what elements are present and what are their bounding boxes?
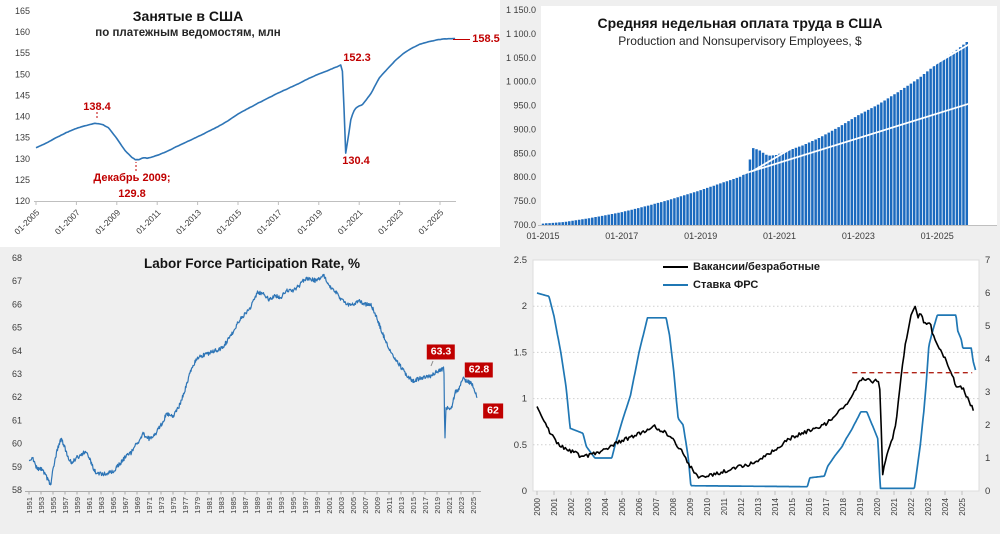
x-tick-label: 2025 — [469, 497, 478, 514]
payrolls-line — [36, 39, 455, 160]
y-tick-label: 160 — [14, 27, 30, 38]
x-tick-label: 2010 — [703, 498, 712, 516]
x-tick-label: 2013 — [754, 498, 763, 516]
y-tick-label: 800.0 — [513, 172, 536, 183]
x-tick-label: 2001 — [325, 497, 334, 514]
y-tick-label: 750.0 — [513, 196, 536, 207]
annotation-dec-2009-line2: 129.8 — [118, 188, 146, 200]
payrolls-chart-title: Занятые в США — [132, 8, 244, 24]
y-tick-label: 700.0 — [513, 220, 536, 230]
x-tick-label: 1997 — [301, 497, 310, 514]
x-tick-label: 1995 — [289, 497, 298, 514]
x-tick-label: 1969 — [133, 497, 142, 514]
legend-item-vacancies — [663, 259, 820, 274]
y-tick-label-right: 2 — [985, 420, 991, 431]
x-tick-label: 1985 — [229, 497, 238, 514]
x-tick-label: 2019 — [856, 498, 865, 516]
x-tick-label: 1967 — [121, 497, 130, 514]
x-tick-label: 1975 — [169, 497, 178, 514]
x-tick-label: 2019 — [433, 497, 442, 514]
x-tick-label: 2011 — [720, 498, 729, 516]
x-tick-label: 1991 — [265, 497, 274, 514]
x-tick-label: 1973 — [157, 497, 166, 514]
y-tick-label: 1 000.0 — [505, 76, 536, 87]
x-tick-label: 01-2013 — [173, 207, 204, 237]
x-tick-label: 01-2009 — [93, 207, 123, 237]
payrolls-plot — [0, 0, 500, 247]
x-tick-label: 2004 — [601, 498, 610, 516]
x-tick-label: 01-2007 — [52, 207, 82, 237]
y-tick-label-right: 6 — [985, 288, 991, 299]
annotation-box-peak-2023: 62.8 — [465, 362, 493, 377]
x-tick-label: 01-2025 — [920, 231, 954, 241]
y-tick-label: 60 — [11, 438, 22, 449]
x-tick-label: 2020 — [873, 498, 882, 516]
y-tick-label-right: 7 — [985, 255, 991, 266]
x-tick-label: 2007 — [652, 498, 661, 516]
x-tick-label: 01-2025 — [416, 207, 446, 237]
x-tick-label: 1951 — [25, 497, 34, 514]
x-tick-label: 1961 — [85, 497, 94, 514]
x-tick-label: 01-2019 — [295, 207, 325, 237]
x-tick-label: 1987 — [241, 497, 250, 514]
legend-item-fedrate — [663, 277, 820, 292]
x-tick-label: 2024 — [941, 498, 950, 516]
x-tick-label: 2025 — [958, 498, 967, 516]
x-tick-label: 2007 — [361, 497, 370, 514]
x-tick-label: 01-2005 — [12, 207, 42, 237]
x-tick-label: 2022 — [907, 498, 916, 516]
y-tick-label: 850.0 — [513, 148, 536, 159]
y-tick-label: 63 — [11, 369, 22, 379]
annotation-dec-2009-line1: Декабрь 2009; — [93, 172, 171, 184]
y-tick-label: 64 — [11, 345, 22, 356]
y-tick-label: 68 — [11, 253, 22, 263]
x-tick-label: 01-2017 — [254, 207, 284, 237]
x-tick-label: 2006 — [635, 498, 644, 516]
y-tick-label-left: 1.5 — [513, 347, 527, 359]
y-tick-label: 150 — [14, 69, 30, 80]
annotation-latest-value: 158.5 — [472, 33, 500, 45]
y-tick-label-left: 1 — [521, 393, 527, 405]
x-tick-label: 01-2021 — [762, 231, 797, 241]
plot-background — [533, 260, 979, 491]
annotation-trough-apr-2020: 130.4 — [342, 155, 370, 167]
y-tick-label: 125 — [14, 174, 30, 185]
x-tick-label: 2008 — [669, 498, 678, 516]
y-tick-label: 58 — [11, 485, 22, 495]
y-tick-label-left: 0.5 — [513, 439, 527, 451]
x-tick-label: 1983 — [217, 497, 226, 514]
y-tick-label: 67 — [11, 276, 22, 287]
x-tick-label: 2017 — [421, 497, 430, 514]
y-tick-label: 1 150.0 — [505, 5, 536, 15]
x-tick-label: 2002 — [567, 498, 576, 516]
x-tick-label: 01-2021 — [335, 207, 365, 237]
x-tick-label: 2009 — [373, 497, 382, 514]
x-tick-label: 1955 — [49, 497, 58, 514]
y-tick-label-right: 3 — [985, 387, 991, 398]
x-tick-label: 2021 — [445, 497, 454, 514]
x-tick-label: 2001 — [550, 498, 559, 516]
y-tick-label: 130 — [14, 153, 30, 164]
lfpr-chart-title: Labor Force Participation Rate, % — [143, 256, 361, 271]
weekly-earnings-chart-subtitle: Production and Nonsupervisory Employees, $ — [618, 34, 862, 48]
x-tick-label: 1953 — [37, 497, 46, 514]
x-tick-label: 2015 — [409, 497, 418, 514]
x-tick-label: 2000 — [533, 498, 542, 516]
annotation-peak-feb-2020: 152.3 — [343, 52, 371, 64]
x-tick-label: 1977 — [181, 497, 190, 514]
payrolls-chart-subtitle: по платежным ведомостям, млн — [95, 27, 281, 39]
vacancies-fedrate-chart-panel — [500, 247, 1000, 534]
annotation-peak-2008: 138.4 — [83, 101, 111, 113]
y-tick-label-left: 2.5 — [513, 255, 527, 266]
y-tick-label-right: 4 — [985, 354, 991, 365]
blue-line-swatch — [663, 284, 688, 286]
legend-label-fedrate: Ставка ФРС — [693, 278, 759, 291]
y-tick-label: 65 — [11, 322, 22, 333]
x-tick-label: 2003 — [337, 497, 346, 514]
lfpr-chart-panel — [0, 247, 500, 534]
y-tick-label: 140 — [14, 111, 30, 122]
y-tick-label: 950.0 — [513, 100, 536, 111]
x-tick-label: 2003 — [584, 498, 593, 516]
y-tick-label: 900.0 — [513, 124, 536, 135]
y-tick-label: 1 100.0 — [505, 28, 536, 39]
x-tick-label: 2005 — [618, 498, 627, 516]
x-tick-label: 01-2019 — [684, 231, 718, 241]
x-tick-label: 01-2023 — [841, 231, 875, 241]
weekly-earnings-chart-panel — [500, 0, 1000, 247]
x-tick-label: 2012 — [737, 498, 746, 516]
y-tick-label: 120 — [14, 196, 30, 206]
x-tick-label: 2013 — [397, 497, 406, 514]
payrolls-chart-panel — [0, 0, 500, 247]
x-tick-label: 2014 — [771, 498, 780, 516]
x-tick-label: 2011 — [385, 497, 394, 514]
x-tick-label: 01-2017 — [605, 231, 639, 241]
x-tick-label: 2023 — [924, 498, 933, 516]
black-line-swatch — [663, 266, 688, 268]
y-tick-label-right: 0 — [985, 486, 991, 497]
y-tick-label: 165 — [14, 6, 30, 16]
y-tick-label-left: 0 — [521, 486, 527, 497]
leader-feb-2020 — [431, 361, 433, 366]
x-tick-label: 01-2015 — [526, 231, 560, 241]
x-tick-label: 2009 — [686, 498, 695, 516]
legend-label-vacancies: Вакансии/безработные — [693, 260, 821, 273]
x-tick-label: 01-2023 — [375, 207, 406, 237]
lfpr-line — [29, 274, 477, 484]
annotation-box-feb-2020: 63.3 — [427, 344, 455, 359]
x-tick-label: 1981 — [205, 497, 214, 514]
y-tick-label: 62 — [11, 392, 22, 403]
y-tick-label: 1 050.0 — [505, 52, 536, 63]
x-tick-label: 2017 — [822, 498, 831, 516]
x-tick-label: 1971 — [145, 497, 154, 514]
x-tick-label: 1959 — [73, 497, 82, 514]
y-tick-label: 135 — [14, 132, 30, 143]
x-tick-label: 1979 — [193, 497, 202, 514]
x-tick-label: 2023 — [457, 497, 466, 514]
x-tick-label: 2021 — [890, 498, 899, 516]
y-tick-label: 155 — [14, 48, 30, 59]
x-tick-label: 2016 — [805, 498, 814, 516]
y-tick-label-left: 2 — [521, 301, 527, 313]
x-tick-label: 1999 — [313, 497, 322, 514]
x-tick-label: 1963 — [97, 497, 106, 514]
y-tick-label: 59 — [11, 461, 22, 472]
x-tick-label: 2005 — [349, 497, 358, 514]
x-tick-label: 1965 — [109, 497, 118, 514]
x-tick-label: 2018 — [839, 498, 848, 516]
x-tick-label: 01-2011 — [133, 207, 163, 237]
lfpr-plot — [0, 247, 500, 534]
x-tick-label: 1957 — [61, 497, 70, 514]
legend — [663, 259, 820, 292]
annotation-box-latest: 62 — [483, 403, 503, 418]
x-tick-label: 1993 — [277, 497, 286, 514]
x-tick-label: 1989 — [253, 497, 262, 514]
y-tick-label: 66 — [11, 299, 22, 310]
y-tick-label-right: 1 — [985, 453, 991, 464]
y-tick-label-right: 5 — [985, 321, 991, 332]
x-tick-label: 01-2015 — [214, 207, 244, 237]
y-tick-label: 145 — [14, 90, 30, 101]
x-tick-label: 2015 — [788, 498, 797, 516]
y-tick-label: 61 — [11, 415, 22, 426]
weekly-earnings-chart-title: Средняя недельная оплата труда в США — [597, 15, 883, 31]
